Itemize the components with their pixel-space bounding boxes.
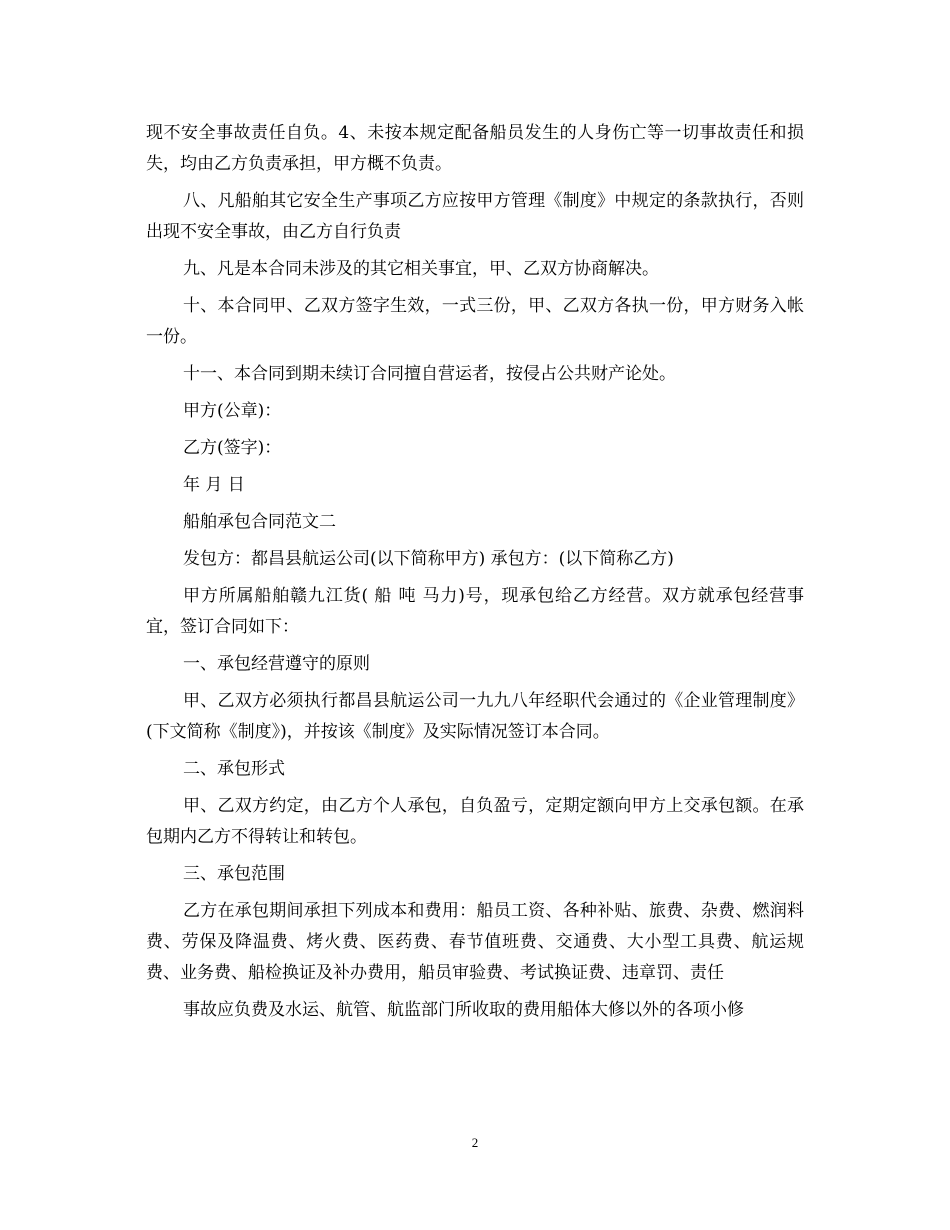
paragraph: 事故应负费及水运、航管、航监部门所收取的费用船体大修以外的各项小修 (183, 1000, 744, 1020)
signature-party-b: 乙方(签字)： (183, 438, 282, 458)
paragraph: 现不安全事故责任自负。4、未按本规定配备船员发生的人身伤亡等一切事故责任和损失，均由乙方负责承担，甲方概不负责。 (146, 123, 804, 174)
paragraph: 九、凡是本合同未涉及的其它相关事宜，甲、乙双方协商解决。 (183, 259, 659, 279)
paragraph: 十一、本合同到期未续订合同擅自营运者，按侵占公共财产论处。 (183, 364, 676, 384)
paragraph: 八、凡船舶其它安全生产事项乙方应按甲方管理《制度》中规定的条款执行，否则出现不安全事故，由乙方自行负责 (146, 191, 804, 242)
paragraph: 十、本合同甲、乙双方签字生效，一式三份，甲、乙双方各执一份，甲方财务入帐一份。 (146, 296, 804, 347)
paragraph: 甲、乙双方必须执行都昌县航运公司一九九八年经职代会通过的《企业管理制度》(下文简称《制度》)，并按该《制度》及实际情况签订本合同。 (146, 691, 804, 742)
signature-date: 年 月 日 (183, 475, 245, 495)
paragraph: 甲方所属船舶赣九江货( 船 吨 马力)号，现承包给乙方经营。双方就承包经营事宜，签订合同如下： (146, 586, 804, 637)
paragraph: 甲、乙双方约定，由乙方个人承包，自负盈亏，定期定额向甲方上交承包额。在承包期内乙方不得转让和转包。 (146, 796, 804, 847)
page-number: 2 (471, 1135, 479, 1150)
clause-heading: 一、承包经营遵守的原则 (183, 654, 370, 674)
signature-party-a: 甲方(公章)： (183, 401, 282, 421)
clause-heading: 二、承包形式 (183, 759, 285, 779)
paragraph: 发包方：都昌县航运公司(以下简称甲方) 承包方：(以下简称乙方) (183, 549, 674, 569)
clause-heading: 三、承包范围 (183, 864, 285, 884)
section-title: 船舶承包合同范文二 (183, 512, 336, 532)
paragraph: 乙方在承包期间承担下列成本和费用：船员工资、各种补贴、旅费、杂费、燃润料费、劳保及降温费、烤火费、医药费、春节值班费、交通费、大小型工具费、航运规费、业务费、船检换证及补办费用，船员审验费、考试换证费、违章罚、责任 (146, 901, 804, 983)
document-body (146, 118, 804, 1026)
